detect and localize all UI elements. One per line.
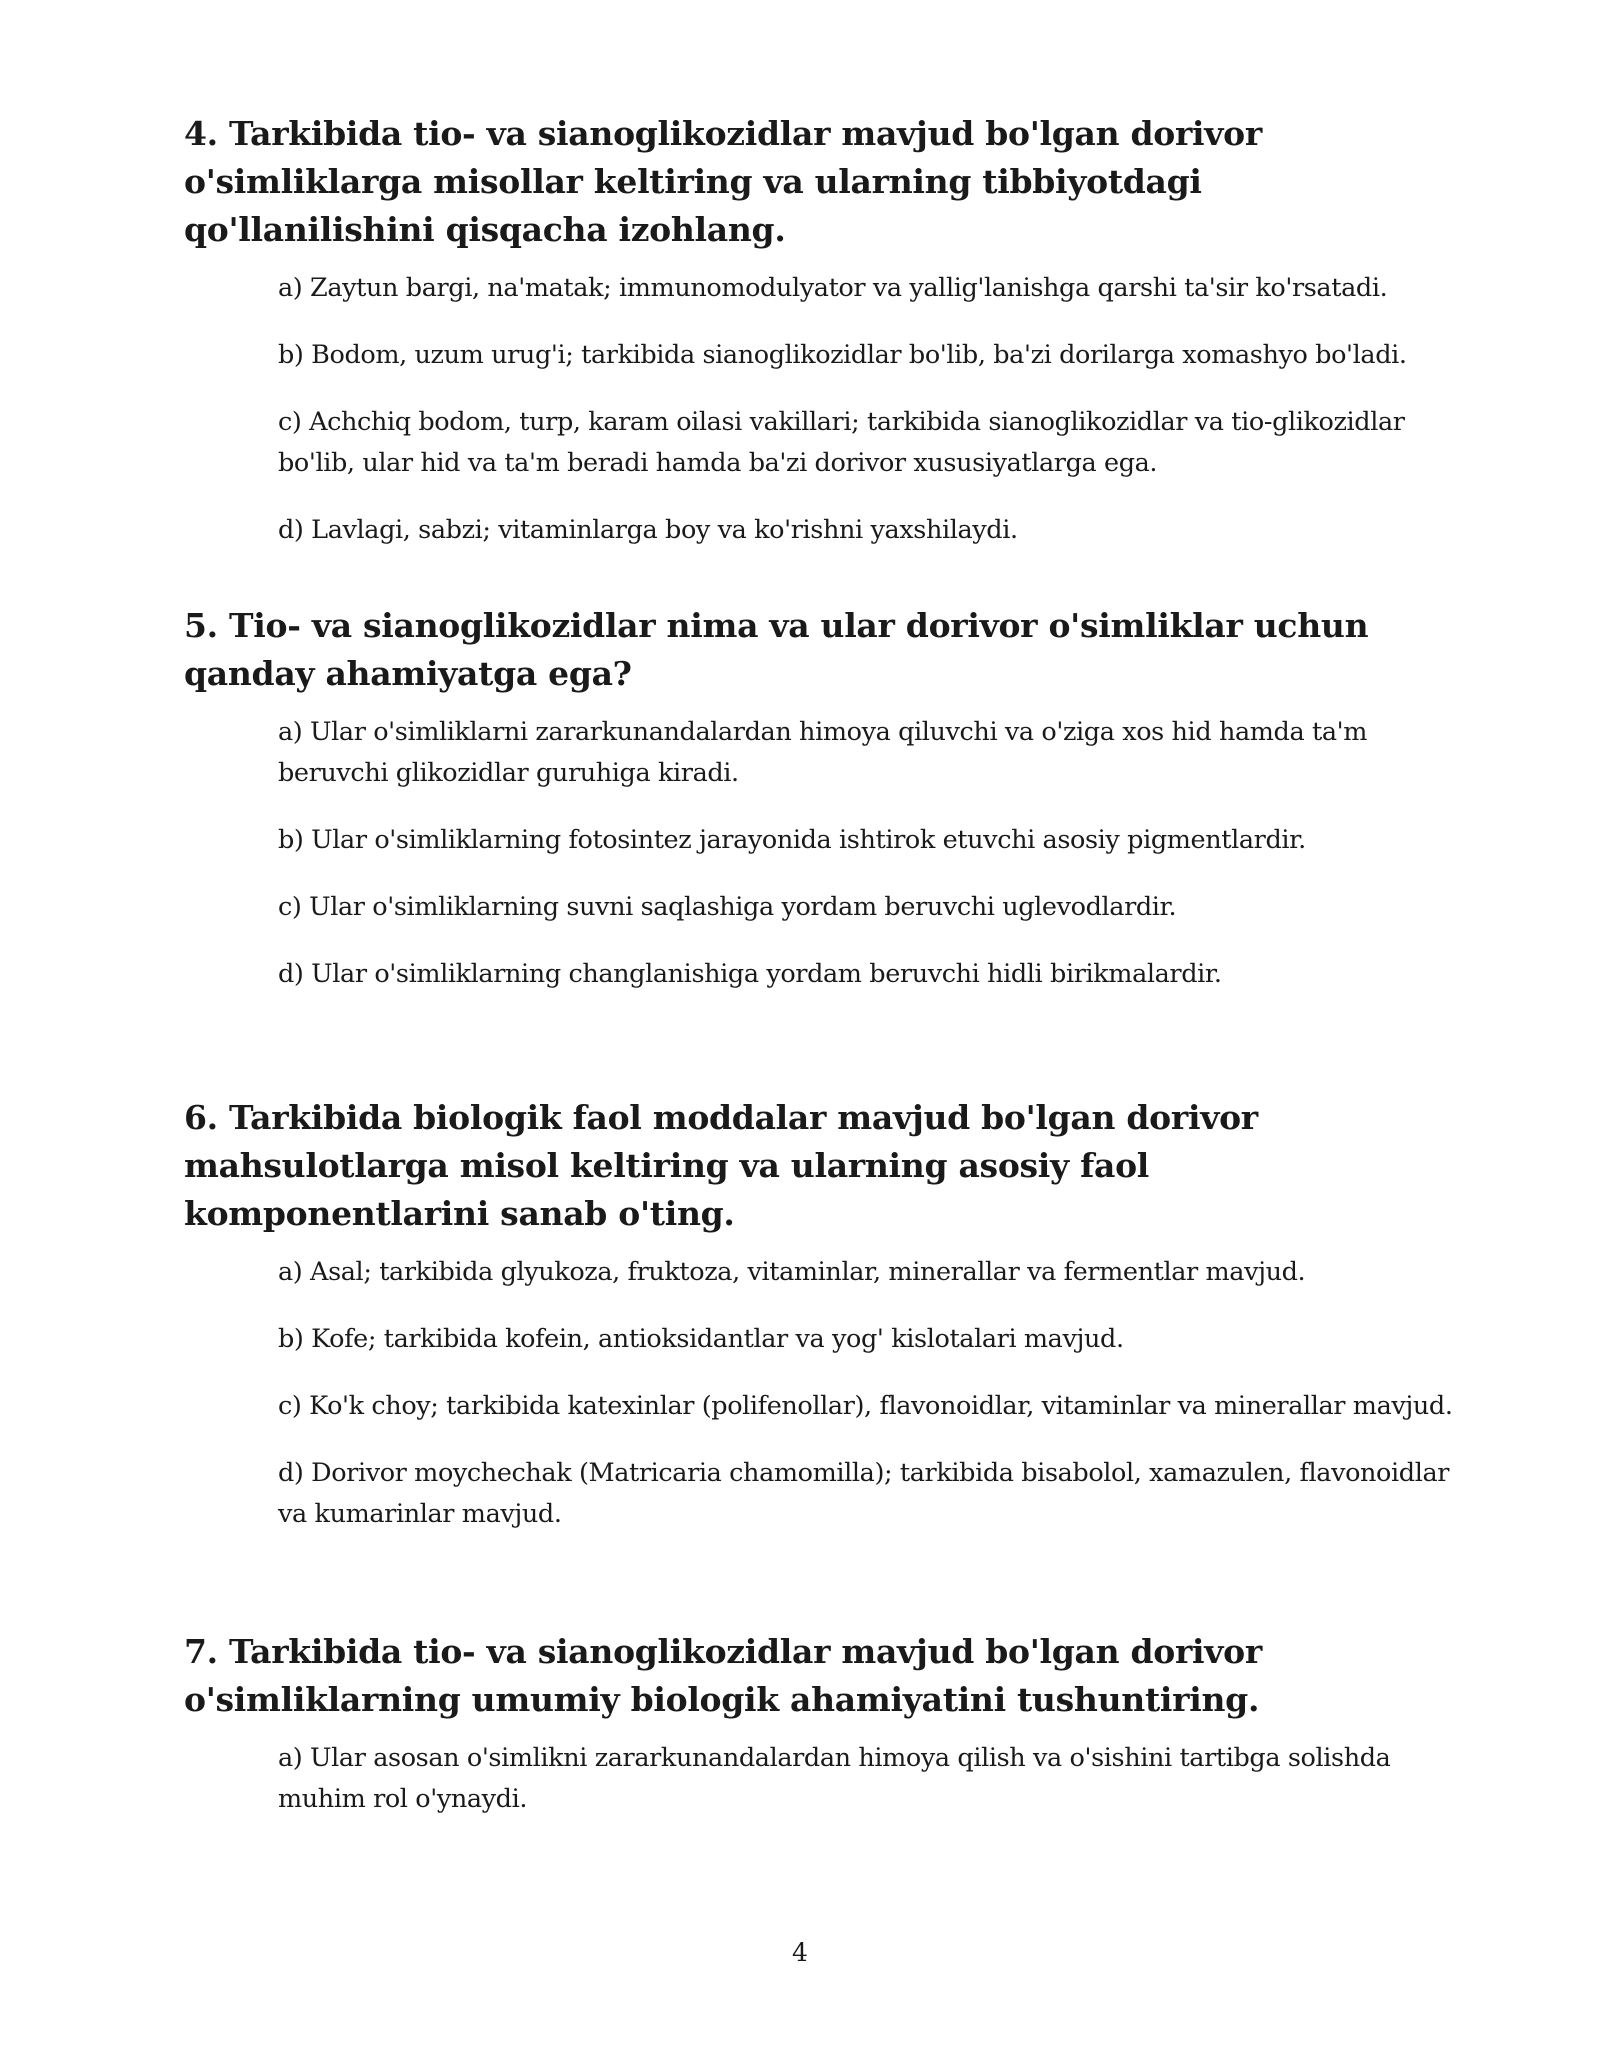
answer-option-a: a) Zaytun bargi, na'matak; immunomodulyator va yallig'lanishga qarshi ta'sir ko'rsatadi. [278,273,1388,303]
question-4 [184,110,1454,577]
answer-options [184,1738,1454,1820]
answer-option-b: b) Bodom, uzum urug'i; tarkibida sianoglikozidlar bo'lib, ba'zi dorilarga xomashyo bo'ladi. [278,340,1407,370]
question-title: 5. Tio- va sianoglikozidlar nima va ular dorivor o'simliklar uchun qanday ahamiyatga ega? [184,606,1369,693]
page-number: 4 [792,1938,808,1967]
answer-option-c: c) Ko'k choy; tarkibida katexinlar (polifenollar), flavonoidlar, vitaminlar va minerallar mavjud. [278,1391,1453,1421]
answer-option-a: a) Ular asosan o'simlikni zararkunandalardan himoya qilish va o'sishini tartibga solishda muhim rol o'ynaydi. [278,1743,1391,1814]
answer-option-b: b) Kofe; tarkibida kofein, antioksidantlar va yog' kislotalari mavjud. [278,1324,1124,1354]
question-title: 4. Tarkibida tio- va sianoglikozidlar mavjud bo'lgan dorivor o'simliklarga misollar keltiring va ularning tibbiyotdagi qo'llanilishini qisqacha izohlang. [184,114,1262,249]
answer-option-b: b) Ular o'simliklarning fotosintez jarayonida ishtirok etuvchi asosiy pigmentlardir. [278,825,1306,855]
answer-options [184,712,1454,995]
answer-options [184,268,1454,551]
question-7 [184,1628,1454,1846]
answer-option-c: c) Ular o'simliklarning suvni saqlashiga yordam beruvchi uglevodlardir. [278,892,1177,922]
question-title: 7. Tarkibida tio- va sianoglikozidlar mavjud bo'lgan dorivor o'simliklarning umumiy biologik ahamiyatini tushuntiring. [184,1632,1262,1719]
answer-option-d: d) Ular o'simliklarning changlanishiga yordam beruvchi hidli birikmalardir. [278,959,1222,989]
answer-option-a: a) Ular o'simliklarni zararkunandalardan himoya qiluvchi va o'ziga xos hid hamda ta'm beruvchi glikozidlar guruhiga kiradi. [278,717,1368,788]
question-6 [184,1094,1454,1561]
answer-option-c: c) Achchiq bodom, turp, karam oilasi vakillari; tarkibida sianoglikozidlar va tio-glikozidlar bo'lib, ular hid va ta'm beradi hamda ba'zi dorivor xususiyatlarga ega. [278,407,1405,478]
answer-option-d: d) Dorivor moychechak (Matricaria chamomilla); tarkibida bisabolol, xamazulen, flavonoidlar va kumarinlar mavjud. [278,1458,1450,1529]
answer-option-d: d) Lavlagi, sabzi; vitaminlarga boy va ko'rishni yaxshilaydi. [278,515,1018,545]
answer-options [184,1252,1454,1535]
answer-option-a: a) Asal; tarkibida glyukoza, fruktoza, vitaminlar, minerallar va fermentlar mavjud. [278,1257,1306,1287]
question-5 [184,602,1454,1021]
question-title: 6. Tarkibida biologik faol moddalar mavjud bo'lgan dorivor mahsulotlarga misol keltiring va ularning asosiy faol komponentlarini sanab o'ting. [184,1098,1258,1233]
